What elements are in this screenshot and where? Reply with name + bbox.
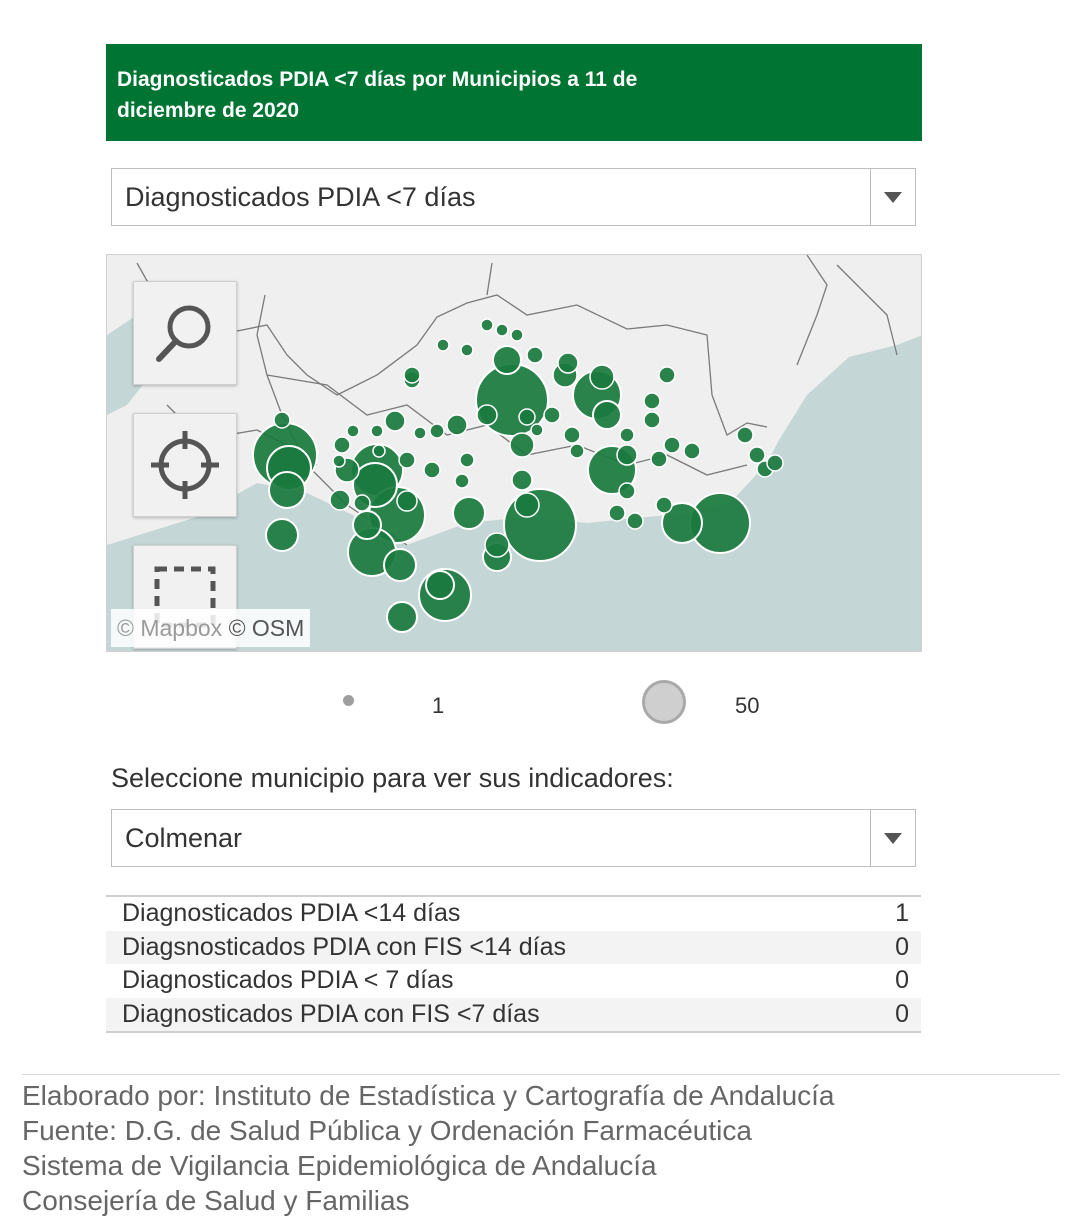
municipality-marker[interactable] [461, 344, 473, 356]
municipality-marker[interactable] [531, 424, 543, 436]
municipality-marker[interactable] [644, 393, 660, 409]
municipality-marker[interactable] [570, 444, 584, 458]
chevron-down-icon [884, 833, 902, 844]
municipality-marker[interactable] [644, 412, 660, 428]
municipality-marker[interactable] [426, 571, 454, 599]
municipality-marker[interactable] [485, 533, 509, 557]
indicator-label: Diagsnosticados PDIA con FIS <14 días [122, 932, 566, 961]
map-attribution [111, 609, 310, 647]
municipality-marker[interactable] [659, 367, 675, 383]
municipality-marker[interactable] [544, 407, 560, 423]
indicators-table [106, 895, 921, 1033]
municipality-marker[interactable] [510, 433, 534, 457]
municipality-marker[interactable] [399, 452, 415, 468]
footer-line: Fuente: D.G. de Salud Pública y Ordenación Farmacéutica [22, 1115, 752, 1146]
indicator-value: 0 [895, 932, 909, 961]
footer-line: Sistema de Vigilancia Epidemiológica de Andalucía [22, 1150, 657, 1181]
indicator-value: 1 [895, 899, 909, 928]
municipality-marker[interactable] [333, 455, 345, 467]
municipality-marker[interactable] [651, 451, 667, 467]
municipality-marker[interactable] [373, 445, 385, 457]
municipality-marker[interactable] [627, 513, 643, 529]
dropdown-toggle[interactable] [870, 810, 915, 866]
municipality-marker[interactable] [397, 491, 417, 511]
title-line-2: diciembre de 2020 [117, 99, 300, 122]
table-row [106, 998, 921, 1032]
municipality-marker[interactable] [453, 497, 485, 529]
page-title [106, 44, 922, 141]
municipality-marker[interactable] [447, 415, 467, 435]
municipality-marker[interactable] [664, 437, 680, 453]
municipality-marker[interactable] [593, 401, 621, 429]
municipality-marker[interactable] [512, 470, 532, 490]
attribution-osm[interactable]: © OSM [228, 615, 305, 641]
municipality-marker[interactable] [353, 511, 381, 539]
legend-small-circle [343, 695, 354, 706]
chevron-down-icon [884, 192, 902, 203]
crosshair-icon [149, 429, 221, 501]
indicator-dropdown[interactable] [111, 168, 916, 226]
municipality-marker[interactable] [424, 462, 440, 478]
magnifier-icon [151, 299, 219, 367]
municipality-marker[interactable] [558, 353, 578, 373]
municipality-marker[interactable] [481, 319, 493, 331]
municipality-marker[interactable] [496, 324, 508, 336]
municipality-marker[interactable] [330, 490, 350, 510]
municipality-marker[interactable] [274, 412, 290, 428]
municipality-marker[interactable] [590, 365, 614, 389]
table-row [106, 897, 921, 931]
indicator-dropdown-value: Diagnosticados PDIA <7 días [125, 181, 476, 212]
municipality-marker[interactable] [737, 427, 753, 443]
municipality-marker[interactable] [387, 602, 417, 632]
municipality-marker[interactable] [564, 427, 580, 443]
indicator-value: 0 [895, 966, 909, 995]
municipality-marker[interactable] [684, 443, 700, 459]
indicator-label: Diagnosticados PDIA < 7 días [122, 966, 454, 995]
footer-line: Elaborado por: Instituto de Estadística y Cartografía de Andalucía [22, 1080, 835, 1111]
municipio-dropdown-value: Colmenar [125, 822, 243, 853]
municipality-marker[interactable] [455, 474, 469, 488]
municipality-marker[interactable] [334, 437, 350, 453]
zoom-search-button[interactable] [133, 281, 237, 385]
municipality-marker[interactable] [504, 489, 576, 561]
municipio-prompt: Seleccione municipio para ver sus indicadores: [111, 763, 674, 793]
municipality-marker[interactable] [617, 445, 637, 465]
legend-min-label: 1 [432, 693, 445, 718]
municipality-marker[interactable] [460, 453, 474, 467]
municipality-marker[interactable] [354, 495, 370, 511]
table-row [106, 931, 921, 965]
municipality-marker[interactable] [477, 405, 497, 425]
attribution-mapbox[interactable]: © Mapbox [117, 615, 223, 641]
size-legend [0, 676, 1080, 726]
dropdown-toggle[interactable] [870, 169, 915, 225]
footer-credits [22, 1074, 1060, 1218]
municipality-marker[interactable] [515, 493, 539, 517]
municipality-marker[interactable] [493, 346, 521, 374]
legend-max-label: 50 [735, 693, 760, 718]
municipality-marker[interactable] [414, 427, 426, 439]
municipality-marker[interactable] [619, 483, 635, 499]
municipio-dropdown[interactable] [111, 809, 916, 867]
footer-line: Consejería de Salud y Familias [22, 1185, 410, 1216]
table-row [106, 964, 921, 998]
municipality-marker[interactable] [437, 339, 449, 351]
municipality-marker[interactable] [519, 409, 535, 425]
legend-large-circle [642, 680, 686, 724]
indicator-label: Diagnosticados PDIA con FIS <7 días [122, 999, 540, 1028]
municipality-marker[interactable] [269, 472, 305, 508]
municipality-map[interactable] [106, 254, 922, 652]
municipality-marker[interactable] [430, 424, 444, 438]
municipality-marker[interactable] [511, 329, 523, 341]
municipality-marker[interactable] [371, 425, 383, 437]
locate-button[interactable] [133, 413, 237, 517]
municipality-marker[interactable] [767, 455, 783, 471]
title-line-1: Diagnosticados PDIA <7 días por Municipios a 11 de [117, 68, 638, 91]
municipality-marker[interactable] [620, 428, 634, 442]
municipality-marker[interactable] [384, 549, 416, 581]
municipality-marker[interactable] [385, 411, 405, 431]
indicator-value: 0 [895, 999, 909, 1028]
municipality-marker[interactable] [527, 347, 543, 363]
municipality-marker[interactable] [656, 497, 672, 513]
municipality-marker[interactable] [347, 425, 359, 437]
municipality-marker[interactable] [404, 367, 420, 383]
indicator-label: Diagnosticados PDIA <14 días [122, 899, 461, 928]
municipality-marker[interactable] [266, 519, 298, 551]
municipality-marker[interactable] [609, 505, 625, 521]
